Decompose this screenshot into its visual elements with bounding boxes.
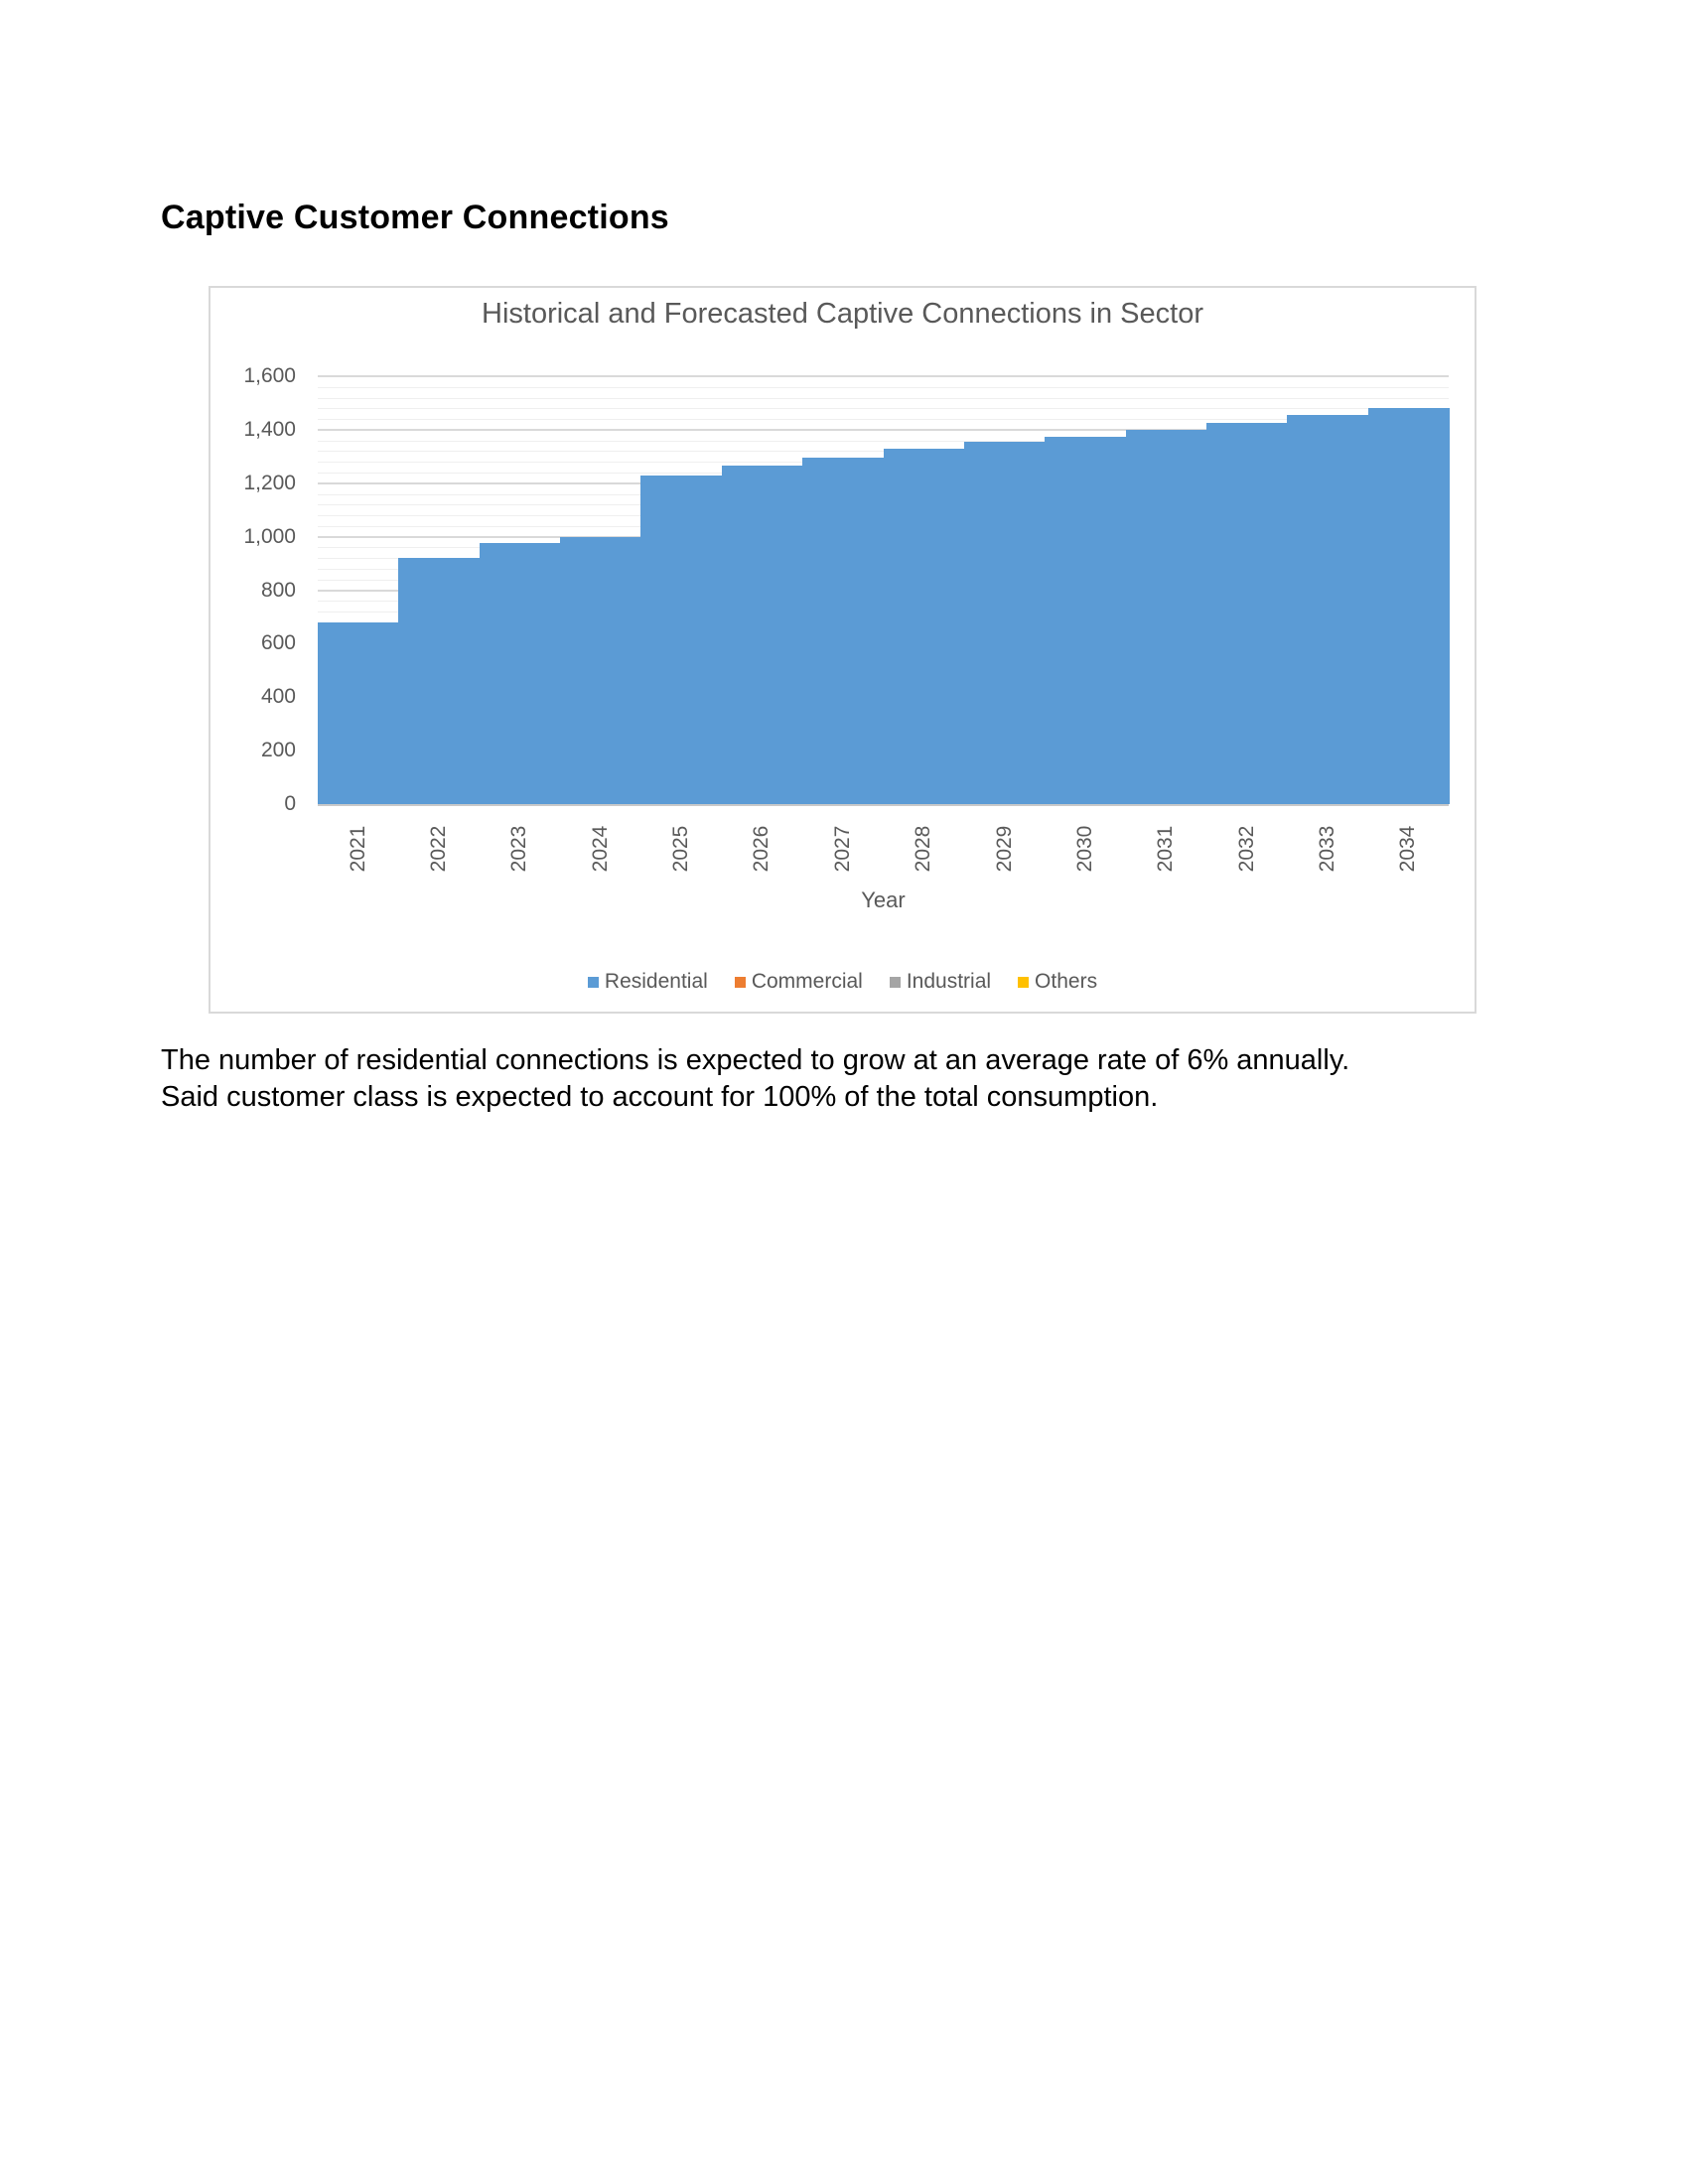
bar-2031 [1126, 430, 1207, 804]
x-tick-label: 2034 [1396, 825, 1420, 873]
y-tick-label: 800 [260, 578, 296, 602]
y-tick-label: 200 [260, 739, 296, 762]
bar-2024 [560, 537, 641, 804]
x-tick-label: 2021 [346, 825, 369, 873]
x-tick-label: 2025 [669, 825, 693, 873]
x-tick-label: 2030 [1072, 825, 1096, 873]
y-tick-label: 600 [260, 631, 296, 655]
paragraph-line: The number of residential connections is expected to grow at an average rate of 6% annually. [161, 1044, 1350, 1076]
legend-item-others [1018, 971, 1097, 993]
legend-label: Residential [604, 970, 708, 993]
legend-swatch-icon [588, 977, 599, 988]
y-tick-label: 1,000 [243, 524, 296, 548]
x-tick-label: 2022 [427, 825, 451, 873]
chart-container [209, 286, 1477, 1014]
legend-item-residential [588, 971, 708, 993]
bar-2028 [884, 449, 965, 804]
gridline-minor [318, 387, 1449, 388]
body-paragraph [161, 1042, 1496, 1116]
paragraph-line: Said customer class is expected to account for 100% of the total consumption. [161, 1081, 1159, 1113]
gridline-minor [318, 408, 1449, 409]
y-tick-label: 1,200 [243, 471, 296, 494]
bar-2034 [1368, 408, 1450, 804]
page-title: Captive Customer Connections [161, 199, 669, 236]
x-tick-label: 2024 [588, 825, 612, 873]
x-tick-label: 2023 [507, 825, 531, 873]
bar-2029 [964, 442, 1046, 804]
gridline-minor [318, 398, 1449, 399]
x-tick-label: 2029 [992, 825, 1016, 873]
legend-item-commercial [735, 971, 863, 993]
bar-2025 [640, 476, 722, 804]
bar-2021 [318, 622, 399, 804]
plot-area [318, 376, 1449, 804]
x-tick-label: 2028 [912, 825, 935, 873]
bar-2027 [802, 458, 884, 804]
legend-swatch-icon [735, 977, 746, 988]
bar-2026 [722, 466, 803, 804]
legend-label: Others [1035, 970, 1098, 993]
gridline-major [318, 375, 1449, 377]
y-tick-label: 1,400 [243, 417, 296, 441]
bar-2030 [1045, 437, 1126, 804]
bar-2022 [398, 558, 480, 804]
x-tick-label: 2031 [1154, 825, 1178, 873]
legend-item-industrial [890, 971, 991, 993]
bar-2032 [1206, 423, 1288, 804]
x-axis-title: Year [861, 887, 906, 912]
legend-swatch-icon [1018, 977, 1029, 988]
y-tick-label: 0 [284, 792, 296, 815]
bar-2023 [480, 543, 561, 804]
x-tick-label: 2033 [1315, 825, 1338, 873]
x-axis-line [318, 804, 1449, 806]
legend-label: Industrial [906, 970, 992, 993]
x-tick-label: 2032 [1234, 825, 1258, 873]
legend-label: Commercial [751, 970, 863, 993]
x-tick-label: 2026 [750, 825, 774, 873]
x-tick-label: 2027 [830, 825, 854, 873]
legend-swatch-icon [890, 977, 901, 988]
y-tick-label: 1,600 [243, 364, 296, 387]
chart-title: Historical and Forecasted Captive Connections in Sector [482, 298, 1203, 330]
bar-2033 [1287, 415, 1368, 804]
legend [211, 971, 1475, 993]
y-tick-label: 400 [260, 685, 296, 709]
gridline-minor [318, 419, 1449, 420]
